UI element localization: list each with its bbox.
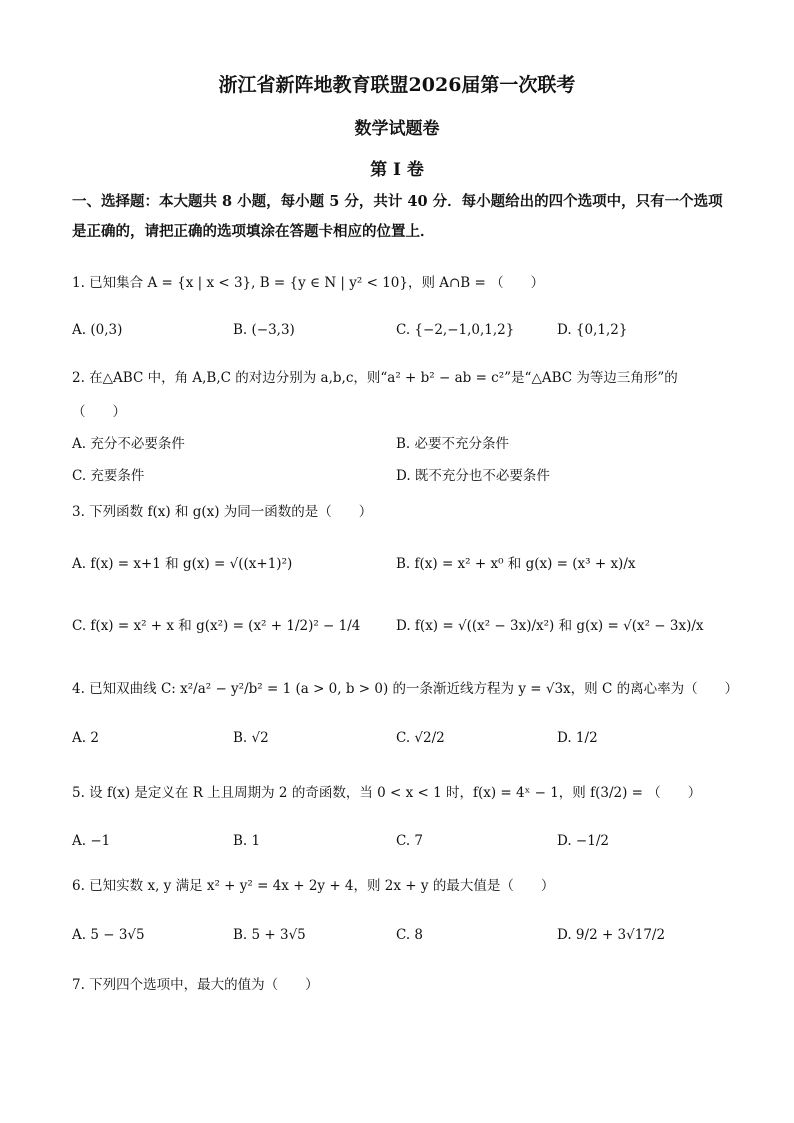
question-5-option-a: A. −1 (72, 833, 111, 849)
question-2-option-b: B. 必要不充分条件 (396, 436, 510, 452)
section-heading: 一、选择题：本大题共 8 小题，每小题 5 分，共计 40 分．每小题给出的四个选项中，只有一个选项是正确的，请把正确的选项填涂在答题卡相应的位置上． (72, 193, 723, 240)
question-6-stem: 6. 已知实数 x, y 满足 x² + y² = 4x + 2y + 4，则 2x + y 的最大值是（ ） (72, 878, 555, 894)
question-5-option-b: B. 1 (233, 833, 261, 849)
question-2-option-a: A. 充分不必要条件 (72, 436, 185, 452)
question-1-stem: 1. 已知集合 A = {x | x < 3}, B = {y ∈ N | y² < 10}，则 A∩B = （ ） (72, 275, 545, 291)
question-1-option-a: A. (0,3) (72, 322, 123, 338)
question-6-option-b: B. 5 + 3√5 (233, 927, 306, 943)
question-5-stem: 5. 设 f(x) 是定义在 R 上且周期为 2 的奇函数，当 0 < x < 1 时，f(x) = 4ˣ − 1，则 f(3/2) = （ ） (72, 785, 702, 801)
question-3-option-b: B. f(x) = x² + x⁰ 和 g(x) = (x³ + x)/x (396, 556, 636, 572)
question-2-option-c: C. 充要条件 (72, 468, 145, 484)
question-5-option-d: D. −1/2 (557, 833, 609, 849)
question-2-stem-continued: （ ） (72, 404, 126, 420)
question-1-option-c: C. {−2,−1,0,1,2} (396, 322, 515, 338)
question-1-option-d: D. {0,1,2} (557, 322, 628, 338)
exam-title: 浙江省新阵地教育联盟2026届第一次联考 (218, 74, 576, 96)
question-4-option-c: C. √2/2 (396, 730, 445, 746)
question-5-option-c: C. 7 (396, 833, 424, 849)
exam-volume: 第 I 卷 (370, 160, 424, 180)
question-2-stem: 2. 在△ABC 中，角 A,B,C 的对边分别为 a,b,c，则“a² + b² − ab = c²”是“△ABC 为等边三角形”的 (72, 370, 678, 386)
question-4-option-b: B. √2 (233, 730, 269, 746)
question-4-stem: 4. 已知双曲线 C: x²/a² − y²/b² = 1 (a > 0, b > 0) 的一条渐近线方程为 y = √3x，则 C 的离心率为（ ） (72, 681, 739, 697)
question-2-option-d: D. 既不充分也不必要条件 (396, 468, 550, 484)
question-6-option-d: D. 9/2 + 3√17/2 (557, 927, 666, 943)
question-6-option-a: A. 5 − 3√5 (72, 927, 145, 943)
question-4-option-a: A. 2 (72, 730, 99, 746)
exam-subject: 数学试题卷 (354, 119, 440, 139)
question-3-option-c: C. f(x) = x² + x 和 g(x²) = (x² + 1/2)² − 1/4 (72, 618, 361, 634)
question-1-option-b: B. (−3,3) (233, 322, 295, 338)
question-7-stem: 7. 下列四个选项中，最大的值为（ ） (72, 977, 319, 993)
question-3-option-d: D. f(x) = √((x² − 3x)/x²) 和 g(x) = √(x² − 3x)/x (396, 618, 704, 634)
question-4-option-d: D. 1/2 (557, 730, 598, 746)
question-3-stem: 3. 下列函数 f(x) 和 g(x) 为同一函数的是（ ） (72, 504, 373, 520)
question-6-option-c: C. 8 (396, 927, 424, 943)
question-3-option-a: A. f(x) = x+1 和 g(x) = √((x+1)²) (72, 556, 293, 572)
